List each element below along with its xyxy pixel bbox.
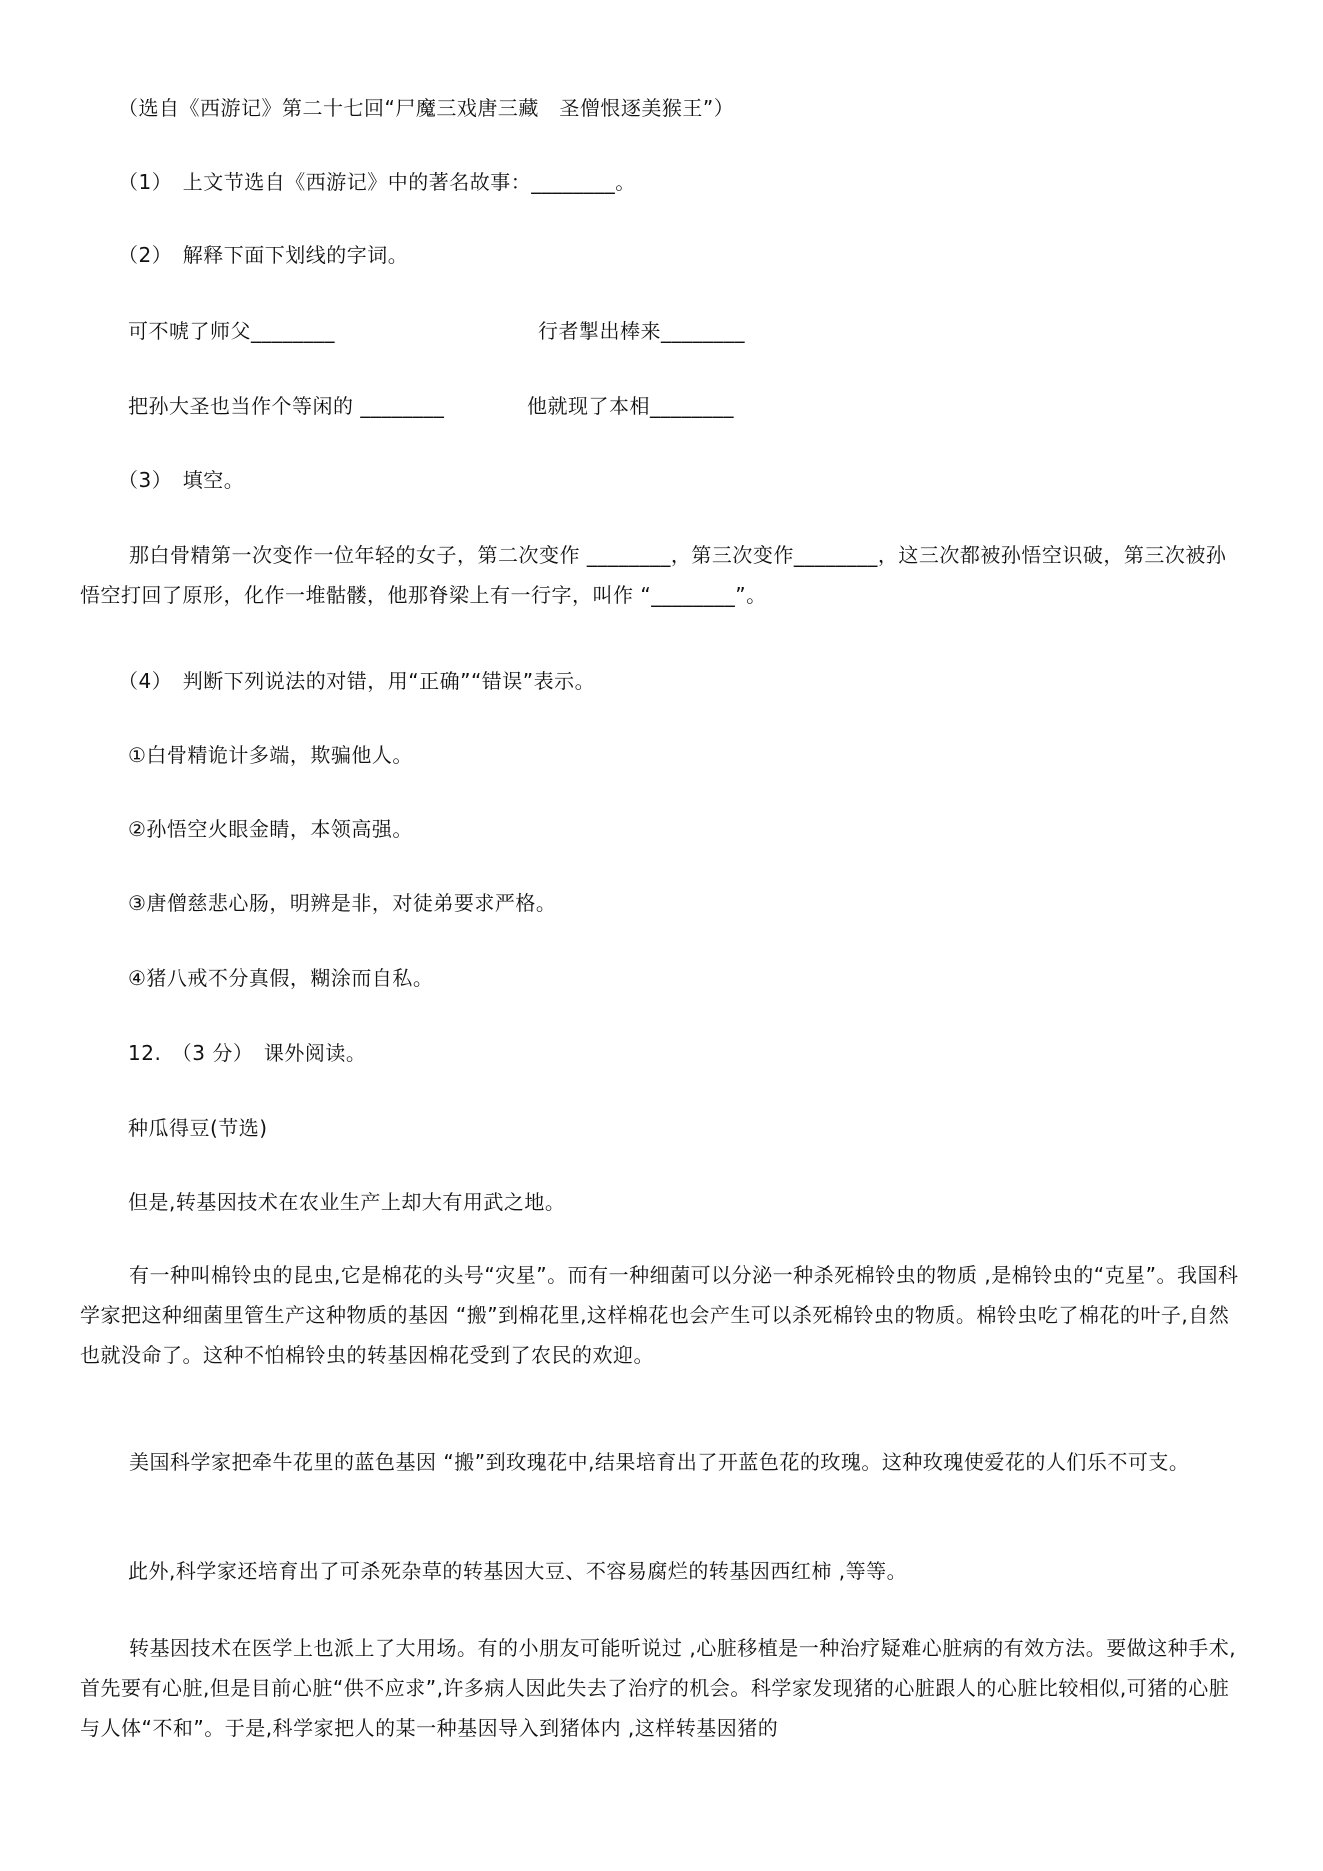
q4-item-2: ②孙悟空火眼金睛，本领高强。 <box>128 817 413 841</box>
q2-item-c: 把孙大圣也当作个等闲的 ________ <box>128 394 445 418</box>
q3-fill-paragraph: 那白骨精第一次变作一位年轻的女子，第二次变作 ________，第三次变作________，这三次都被孙悟空识破，第三次被孙悟空打回了原形，化作一堆骷髅，他那脊梁上有一行字，叫作 “________”。 <box>80 543 1227 607</box>
question-2: （2） 解释下面下划线的字词。 <box>118 243 409 267</box>
q2-item-d: 他就现了本相________ <box>527 394 734 418</box>
source-line: （选自《西游记》第二十七回“尸魔三戏唐三藏 圣僧恨逐美猴王”） <box>118 96 735 120</box>
question-4: （4） 判断下列说法的对错，用“正确”“错误”表示。 <box>118 669 596 693</box>
question-3: （3） 填空。 <box>118 468 245 492</box>
passage-title: 种瓜得豆(节选) <box>128 1116 268 1140</box>
passage-paragraph-2: 有一种叫棉铃虫的昆虫,它是棉花的头号“灾星”。而有一种细菌可以分泌一种杀死棉铃虫的物质 ,是棉铃虫的“克星”。我国科学家把这种细菌里管生产这种物质的基因 “搬”到棉花里,这样棉花也会产生可以杀死棉铃虫的物质。棉铃虫吃了棉花的叶子,自然也就没命了。这种不怕棉铃虫的转基因棉花受到了农民的欢迎。 <box>80 1263 1239 1367</box>
passage-paragraph-3: 美国科学家把牵牛花里的蓝色基因 “搬”到玫瑰花中,结果培育出了开蓝色花的玫瑰。这种玫瑰使爱花的人们乐不可支。 <box>129 1450 1190 1474</box>
question-1: （1） 上文节选自《西游记》中的著名故事：________。 <box>118 170 636 194</box>
question-12: 12. （3 分） 课外阅读。 <box>128 1041 367 1065</box>
q4-item-4: ④猪八戒不分真假，糊涂而自私。 <box>128 966 434 990</box>
passage-paragraph-4: 此外,科学家还培育出了可杀死杂草的转基因大豆、不容易腐烂的转基因西红柿 ,等等。 <box>128 1559 908 1583</box>
q4-item-3: ③唐僧慈悲心肠，明辨是非，对徒弟要求严格。 <box>128 891 557 915</box>
q2-item-a: 可不唬了师父________ <box>128 319 335 343</box>
q4-item-1: ①白骨精诡计多端，欺骗他人。 <box>128 743 413 767</box>
q2-item-b: 行者掣出棒来________ <box>538 319 745 343</box>
passage-paragraph-5: 转基因技术在医学上也派上了大用场。有的小朋友可能听说过 ,心脏移植是一种治疗疑难心脏病的有效方法。要做这种手术,首先要有心脏,但是目前心脏“供不应求”,许多病人因此失去了治疗的机会。科学家发现猪的心脏跟人的心脏比较相似,可猪的心脏与人体“不和”。于是,科学家把人的某一种基因导入到猪体内 ,这样转基因猪的 <box>80 1636 1237 1740</box>
passage-paragraph-1: 但是,转基因技术在农业生产上却大有用武之地。 <box>128 1190 566 1214</box>
